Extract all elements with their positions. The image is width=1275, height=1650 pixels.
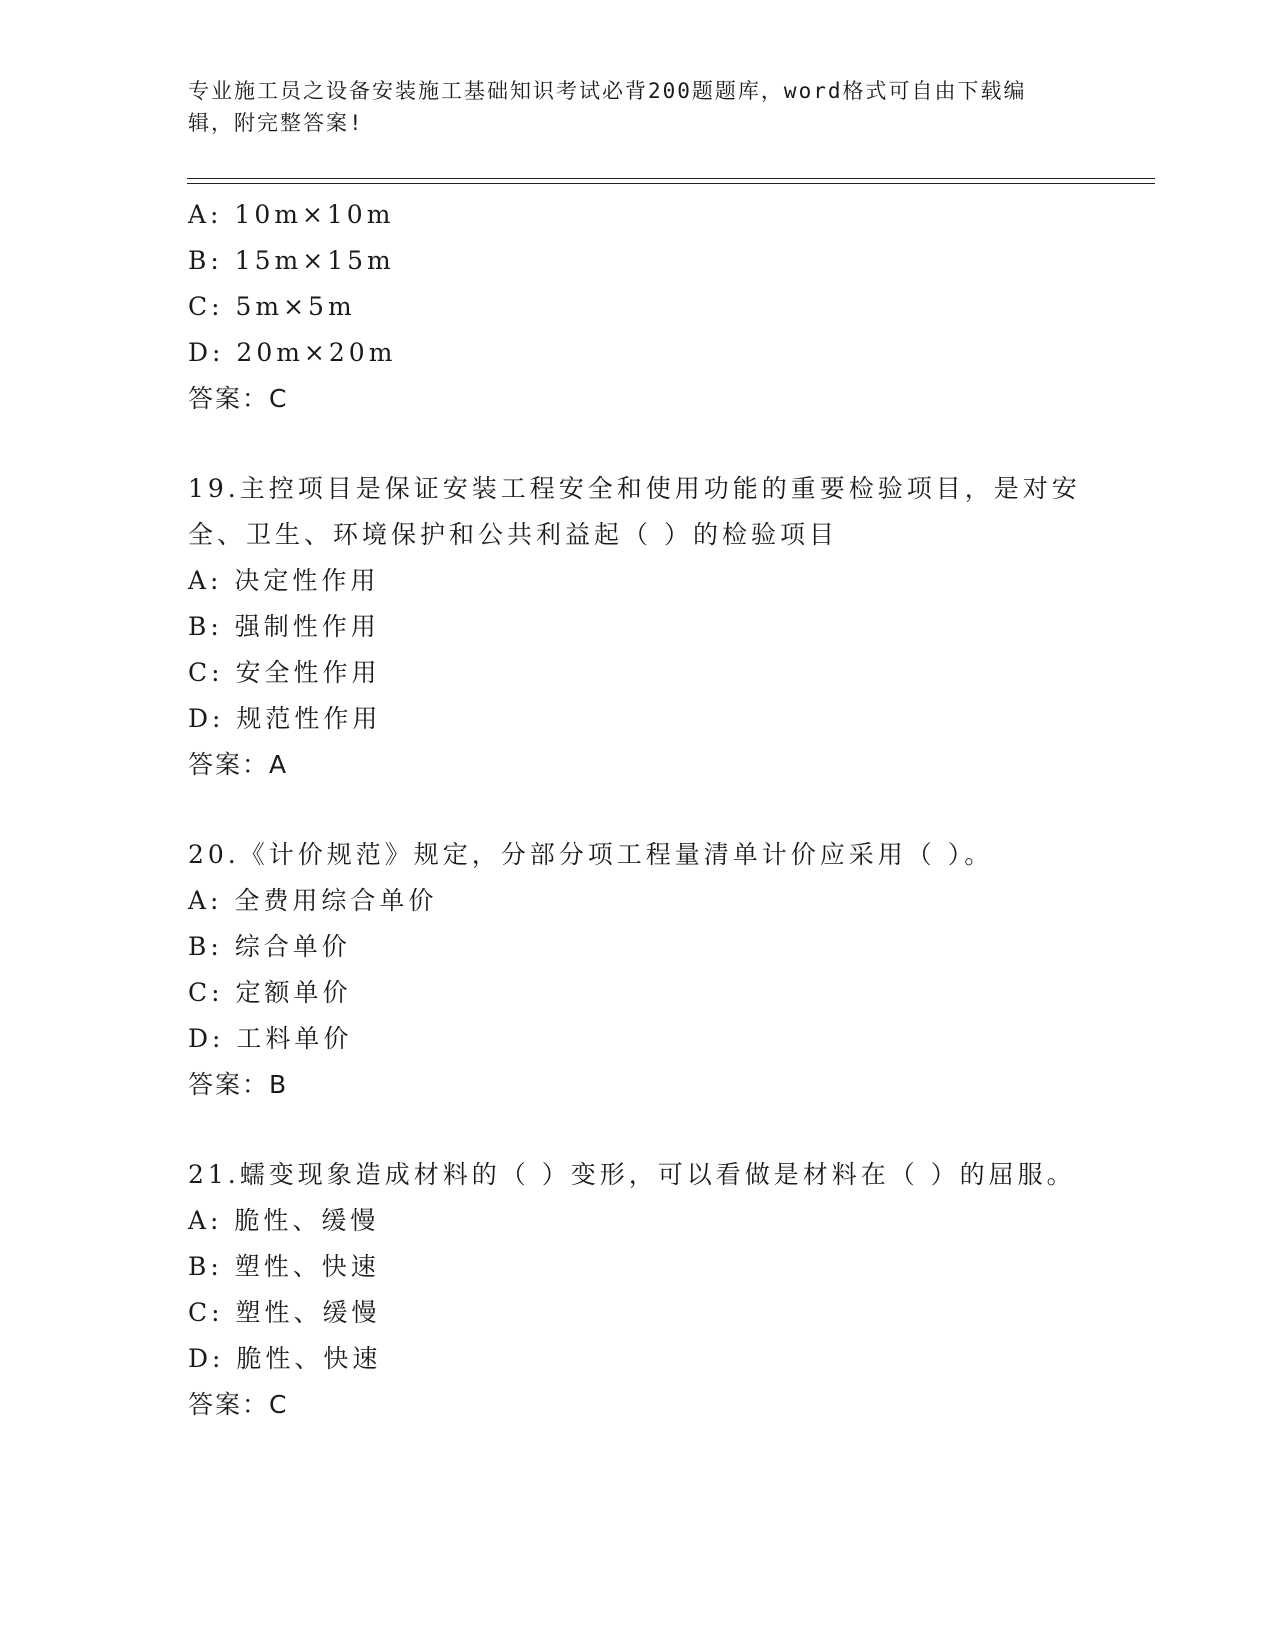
- option-c: C: 安全性作用: [188, 658, 381, 687]
- answer-line: 答案：A: [188, 750, 289, 779]
- question-block: [188, 832, 1088, 1108]
- question-title: 20.《计价规范》规定，分部分项工程量清单计价应采用（ ）。: [188, 840, 994, 869]
- question-title: 19.主控项目是保证安装工程安全和使用功能的重要检验项目，是对安全、卫生、环境保护和公共利益起（ ）的检验项目: [188, 474, 1081, 549]
- answer-line: 答案：C: [188, 384, 289, 413]
- option-b: B: 塑性、快速: [188, 1252, 380, 1281]
- option-c: C: 5m×5m: [188, 292, 356, 321]
- option-d: D: 规范性作用: [188, 704, 382, 733]
- option-a: A: 脆性、缓慢: [188, 1206, 380, 1235]
- answer-line: 答案：C: [188, 1390, 289, 1419]
- option-c: C: 塑性、缓慢: [188, 1298, 381, 1327]
- option-a: A: 全费用综合单价: [188, 886, 438, 915]
- option-d: D: 工料单价: [188, 1024, 353, 1053]
- option-a: A: 决定性作用: [188, 566, 380, 595]
- question-block: [188, 1152, 1088, 1428]
- option-a: A: 10m×10m: [188, 200, 395, 229]
- option-b: B: 综合单价: [188, 932, 351, 961]
- option-b: B: 强制性作用: [188, 612, 380, 641]
- option-d: D: 脆性、快速: [188, 1344, 382, 1373]
- answer-line: 答案：B: [188, 1070, 289, 1099]
- question-block: [188, 192, 1088, 422]
- header-divider-top: [187, 178, 1155, 179]
- question-block: [188, 466, 1088, 788]
- header-divider-bottom: [187, 183, 1155, 184]
- option-b: B: 15m×15m: [188, 246, 395, 275]
- document-header: 专业施工员之设备安装施工基础知识考试必背200题题库，word格式可自由下载编辑，附完整答案!: [188, 79, 1027, 135]
- question-title: 21.蠕变现象造成材料的（ ）变形，可以看做是材料在（ ）的屈服。: [188, 1160, 1076, 1189]
- option-c: C: 定额单价: [188, 978, 352, 1007]
- question-list: [188, 192, 1088, 1428]
- option-d: D: 20m×20m: [188, 338, 397, 367]
